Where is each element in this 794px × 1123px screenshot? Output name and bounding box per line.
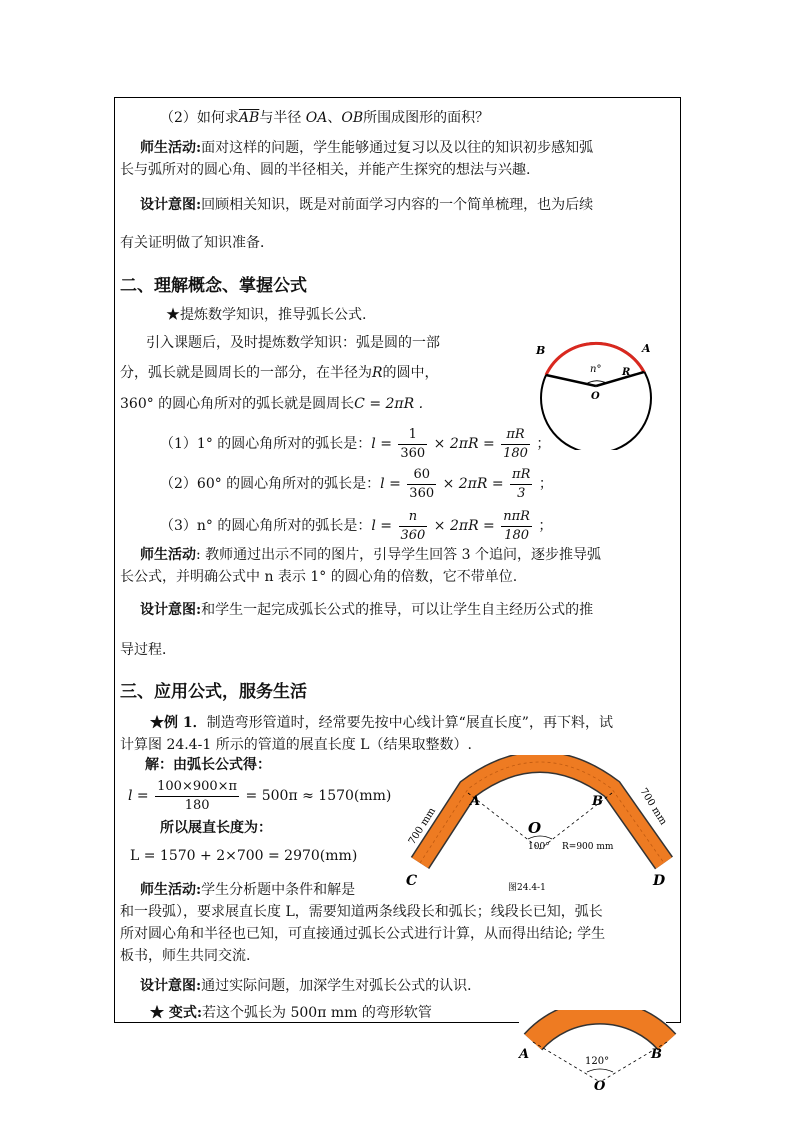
fig2-len-right: 700 mm	[637, 786, 669, 828]
variant-line: ★ 变式:若这个弧长为 500π mm 的弯形软管	[150, 1005, 432, 1021]
activity-1-line-2: 长与弧所对的圆心角、圆的半径相关，并能产生探究的想法与兴趣.	[120, 162, 531, 178]
activity-3-line-1: 师生活动:学生分析题中条件和解是	[140, 882, 356, 898]
solution-label: 解：由弧长公式得：	[145, 757, 271, 773]
pipe-figure	[400, 755, 690, 905]
solution-formula: l = $\frac{100\times 900\times\pi}{180}$ = 500π ≈ 1570(mm)	[128, 778, 392, 813]
intro-line-1: 引入课题后，及时提炼数学知识：弧是圆的一部	[146, 335, 440, 351]
fig2-label-b: B	[592, 794, 603, 809]
activity-3-line-2: 和一段弧），要求展直长度 L，需要知道两条线段长和弧长；线段长已知，弧长	[120, 904, 603, 920]
fig1-label-a: A	[642, 342, 651, 355]
activity-2-line-1: 师生活动: 教师通过出示不同的图片，引导学生回答 3 个追问，逐步推导弧	[140, 547, 601, 563]
section-3-title: 三、应用公式，服务生活	[120, 682, 307, 702]
fig3-label-o: O	[594, 1079, 606, 1094]
fig3-angle: 120°	[585, 1056, 610, 1067]
example-1-line-1: ★例 1．制造弯形管道时，经常要先按中心线计算“展直长度”，再下料，试	[150, 715, 613, 731]
activity-3-line-4: 板书，师生共同交流.	[120, 948, 251, 964]
formula-1: （1）1° 的圆心角所对的弧长是：l = $\frac{1}{360}$ × 2πR = $\frac{\pi R}{180}$ ；	[160, 426, 551, 461]
fig2-len-left: 700 mm	[406, 805, 439, 847]
formula-3: （3）n° 的圆心角所对的弧长是：l = $\frac{n}{360}$ × 2πR = $\frac{\text{nπR}}{180}$ ；	[160, 508, 553, 543]
fig1-label-r: R	[622, 367, 631, 378]
fig2-caption: 图24.4-1	[508, 883, 546, 893]
intro-line-2: 分，弧长就是圆周长的一部分，在半径为R的圆中，	[120, 365, 439, 381]
design-3-line-1: 设计意图:通过实际问题，加深学生对弧长公式的认识．	[140, 978, 482, 994]
fig2-angle: 100°	[528, 842, 550, 852]
design-1-line-1: 设计意图:回顾相关知识，既是对前面学习内容的一个简单梳理，也为后续	[140, 197, 594, 213]
question-2: （2）如何求$\overline{AB}$与半径 OA、OB所围成图形的面积？	[160, 110, 490, 126]
fig3-label-b: B	[651, 1047, 662, 1062]
solution-2-label: 所以展直长度为：	[160, 820, 272, 836]
fig3-label-a: A	[519, 1047, 530, 1062]
design-1-line-2: 有关证明做了知识准备．	[120, 235, 274, 251]
star-1: ★提炼数学知识，推导弧长公式.	[166, 307, 367, 323]
fig2-radius: R=900 mm	[562, 842, 614, 852]
example-1-line-2: 计算图 24.4-1 所示的管道的展直长度 L（结果取整数）.	[120, 737, 472, 753]
formula-2: （2）60° 的圆心角所对的弧长是：l = $\frac{60}{360}$ × 2πR = $\frac{\pi R}{3}$ ；	[160, 466, 553, 501]
circle-figure	[528, 330, 668, 450]
fig1-label-b: B	[536, 344, 546, 357]
activity-3-line-3: 所对圆心角和半径也已知，可直接通过弧长公式进行计算，从而得出结论; 学生	[120, 926, 606, 942]
design-2-line-2: 导过程．	[120, 642, 176, 658]
arc-pipe-figure	[515, 1010, 685, 1110]
design-2-line-1: 设计意图:和学生一起完成弧长公式的推导，可以让学生自主经历公式的推	[140, 602, 594, 618]
fig1-label-n: n°	[590, 364, 602, 375]
fig2-label-o: O	[528, 819, 542, 837]
solution-2-eq: L = 1570 + 2×700 = 2970(mm)	[130, 848, 358, 864]
fig2-label-c: C	[406, 873, 418, 889]
activity-2-line-2: 长公式，并明确公式中 n 表示 1° 的圆心角的倍数，它不带单位.	[120, 569, 518, 585]
fig2-label-a: A	[470, 794, 481, 809]
activity-1-line-1: 师生活动:面对这样的问题，学生能够通过复习以及以往的知识初步感知弧	[140, 140, 594, 156]
intro-line-3: 360° 的圆心角所对的弧长就是圆周长C = 2πR .	[120, 396, 424, 412]
fig1-label-o: O	[591, 391, 600, 402]
fig2-label-d: D	[653, 873, 666, 889]
section-2-title: 二、理解概念、掌握公式	[120, 276, 307, 296]
